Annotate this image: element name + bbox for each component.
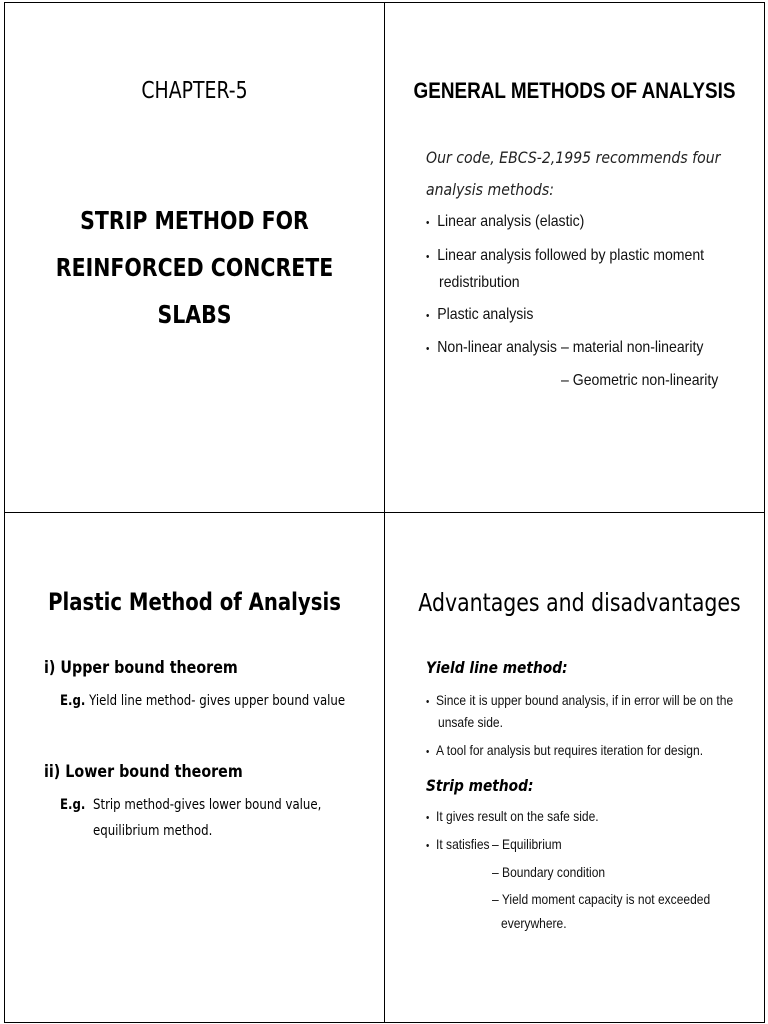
strip-bullet-2: • It satisfies bbox=[426, 836, 490, 852]
slide2-intro-line-2: analysis methods: bbox=[426, 180, 554, 199]
lower-bound-heading: ii) Lower bound theorem bbox=[44, 762, 243, 782]
slide2-title: GENERAL METHODS OF ANALYSIS bbox=[413, 78, 736, 103]
yield-bullet-1-continuation: unsafe side. bbox=[438, 714, 503, 730]
lower-bound-example-line-1: Strip method-gives lower bound value, bbox=[93, 797, 322, 813]
slide1-title-line-3: SLABS bbox=[157, 300, 232, 329]
bullet-icon: • bbox=[426, 343, 430, 355]
strip-sub-2: – Boundary condition bbox=[492, 864, 606, 880]
strip-bullet-1: • It gives result on the safe side. bbox=[426, 808, 599, 824]
bullet-icon: • bbox=[426, 696, 430, 708]
strip-sub-3-continuation: everywhere. bbox=[501, 915, 567, 931]
strip-sub-1: – Equilibrium bbox=[492, 836, 562, 852]
slide3-title: Plastic Method of Analysis bbox=[48, 588, 341, 616]
slide2-bullet-4-sub-2: – Geometric non-linearity bbox=[561, 372, 719, 389]
bullet-icon: • bbox=[426, 746, 430, 758]
chapter-label: CHAPTER-5 bbox=[141, 78, 248, 104]
slide2-bullet-4: • Non-linear analysis bbox=[426, 339, 557, 356]
slide2-bullet-2: • Linear analysis followed by plastic moment bbox=[426, 247, 705, 264]
lower-bound-example-line-2: equilibrium method. bbox=[93, 823, 213, 839]
slide2-bullet-4-sub-1: – material non-linearity bbox=[561, 339, 704, 356]
slide1-title-line-2: REINFORCED CONCRETE bbox=[55, 253, 334, 282]
strip-method-heading: Strip method: bbox=[426, 776, 534, 795]
bullet-icon: • bbox=[426, 217, 430, 229]
upper-bound-example: E.g. Yield line method- gives upper bound value bbox=[60, 693, 346, 709]
bullet-icon: • bbox=[426, 812, 430, 824]
slide2-bullet-3: • Plastic analysis bbox=[426, 306, 534, 323]
slide1-title-line-1: STRIP METHOD FOR bbox=[80, 206, 309, 235]
upper-bound-heading: i) Upper bound theorem bbox=[44, 658, 238, 678]
bullet-icon: • bbox=[426, 251, 430, 263]
bullet-icon: • bbox=[426, 840, 430, 852]
slide2-intro-line-1: Our code, EBCS-2,1995 recommends four bbox=[426, 148, 721, 167]
slide2-bullet-2-continuation: redistribution bbox=[439, 274, 520, 291]
yield-bullet-2: • A tool for analysis but requires iteration for design. bbox=[426, 742, 704, 758]
bullet-icon: • bbox=[426, 310, 430, 322]
lower-bound-eg-label: E.g. bbox=[60, 797, 86, 813]
slide2-bullet-1: • Linear analysis (elastic) bbox=[426, 213, 585, 230]
yield-line-heading: Yield line method: bbox=[426, 658, 568, 677]
strip-sub-3: – Yield moment capacity is not exceeded bbox=[492, 891, 711, 907]
slide4-title: Advantages and disadvantages bbox=[418, 588, 741, 617]
yield-bullet-1: • Since it is upper bound analysis, if in error will be on the bbox=[426, 692, 734, 708]
